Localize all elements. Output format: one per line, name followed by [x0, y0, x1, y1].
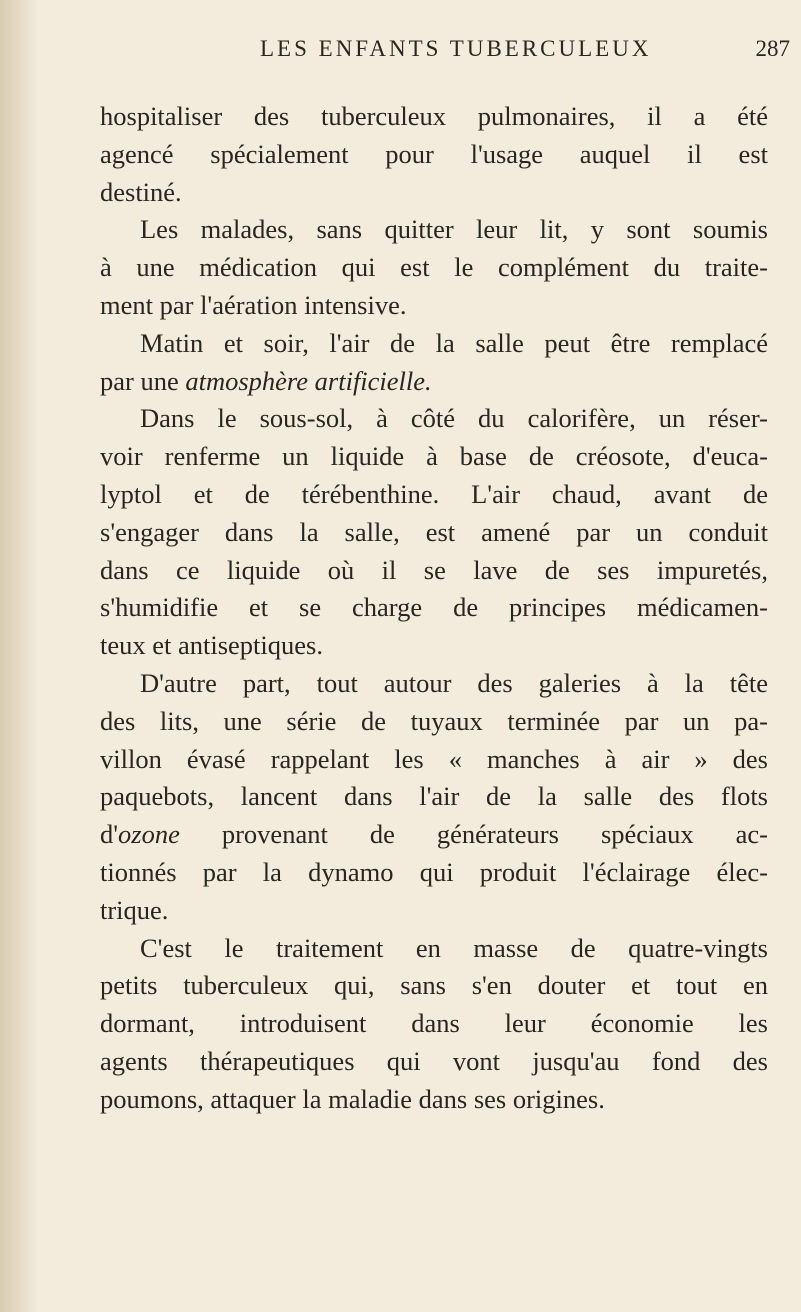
text-line: à une médication qui est le complément du traite-	[100, 252, 768, 283]
gutter-shadow	[0, 0, 38, 1312]
text-line: villon évasé rappelant les « manches à air » des	[100, 743, 768, 774]
page-number: 287	[755, 36, 790, 61]
text-line: s'engager dans la salle, est amené par un conduit	[100, 516, 768, 547]
italic-word: ozone	[118, 819, 180, 850]
text-line: voir renferme un liquide à base de créosote, d'euca-	[100, 441, 768, 472]
text-line: destiné.	[100, 176, 182, 207]
text-line: agents thérapeutiques qui vont jusqu'au fond des	[100, 1045, 768, 1076]
body-text	[100, 98, 768, 1119]
text-line: s'humidifie et se charge de principes médicamen-	[100, 592, 768, 623]
text-line: ment par l'aération intensive.	[100, 289, 407, 320]
text-line: Matin et soir, l'air de la salle peut être remplacé	[140, 327, 768, 358]
text-line-mixed	[100, 363, 768, 401]
running-title: LES ENFANTS TUBERCULEUX	[260, 36, 652, 61]
italic-phrase: atmosphère artificielle.	[185, 365, 432, 396]
text-line: poumons, attaquer la maladie dans ses origines.	[100, 1083, 605, 1114]
text-line: Dans le sous-sol, à côté du calorifère, un réser-	[140, 403, 768, 434]
text-line-mixed	[100, 816, 768, 854]
text-line: agencé spécialement pour l'usage auquel il est	[100, 138, 768, 169]
text-line: lyptol et de térébenthine. L'air chaud, avant de	[100, 478, 768, 509]
text-line: D'autre part, tout autour des galeries à la tête	[140, 667, 768, 698]
text-line: des lits, une série de tuyaux terminée par un pa-	[100, 705, 768, 736]
text-line: C'est le traitement en masse de quatre-vingts	[140, 932, 768, 963]
text-line: hospitaliser des tuberculeux pulmonaires, il a été	[100, 101, 768, 131]
text-line: dans ce liquide où il se lave de ses impuretés,	[100, 554, 768, 585]
text-fragment: par une	[100, 365, 179, 396]
text-line: tionnés par la dynamo qui produit l'éclairage élec-	[100, 856, 768, 887]
page-header	[100, 30, 790, 70]
text-line: paquebots, lancent dans l'air de la salle des flots	[100, 781, 768, 812]
text-line: dormant, introduisent dans leur économie les	[100, 1008, 768, 1039]
text-line: teux et antiseptiques.	[100, 630, 323, 661]
text-line: petits tuberculeux qui, sans s'en douter et tout en	[100, 970, 768, 1001]
text-fragment: provenant de générateurs spéciaux ac-	[221, 819, 769, 850]
text-line: Les malades, sans quitter leur lit, y sont soumis	[140, 214, 768, 245]
text-fragment: d'	[100, 819, 119, 850]
text-line: trique.	[100, 894, 169, 925]
